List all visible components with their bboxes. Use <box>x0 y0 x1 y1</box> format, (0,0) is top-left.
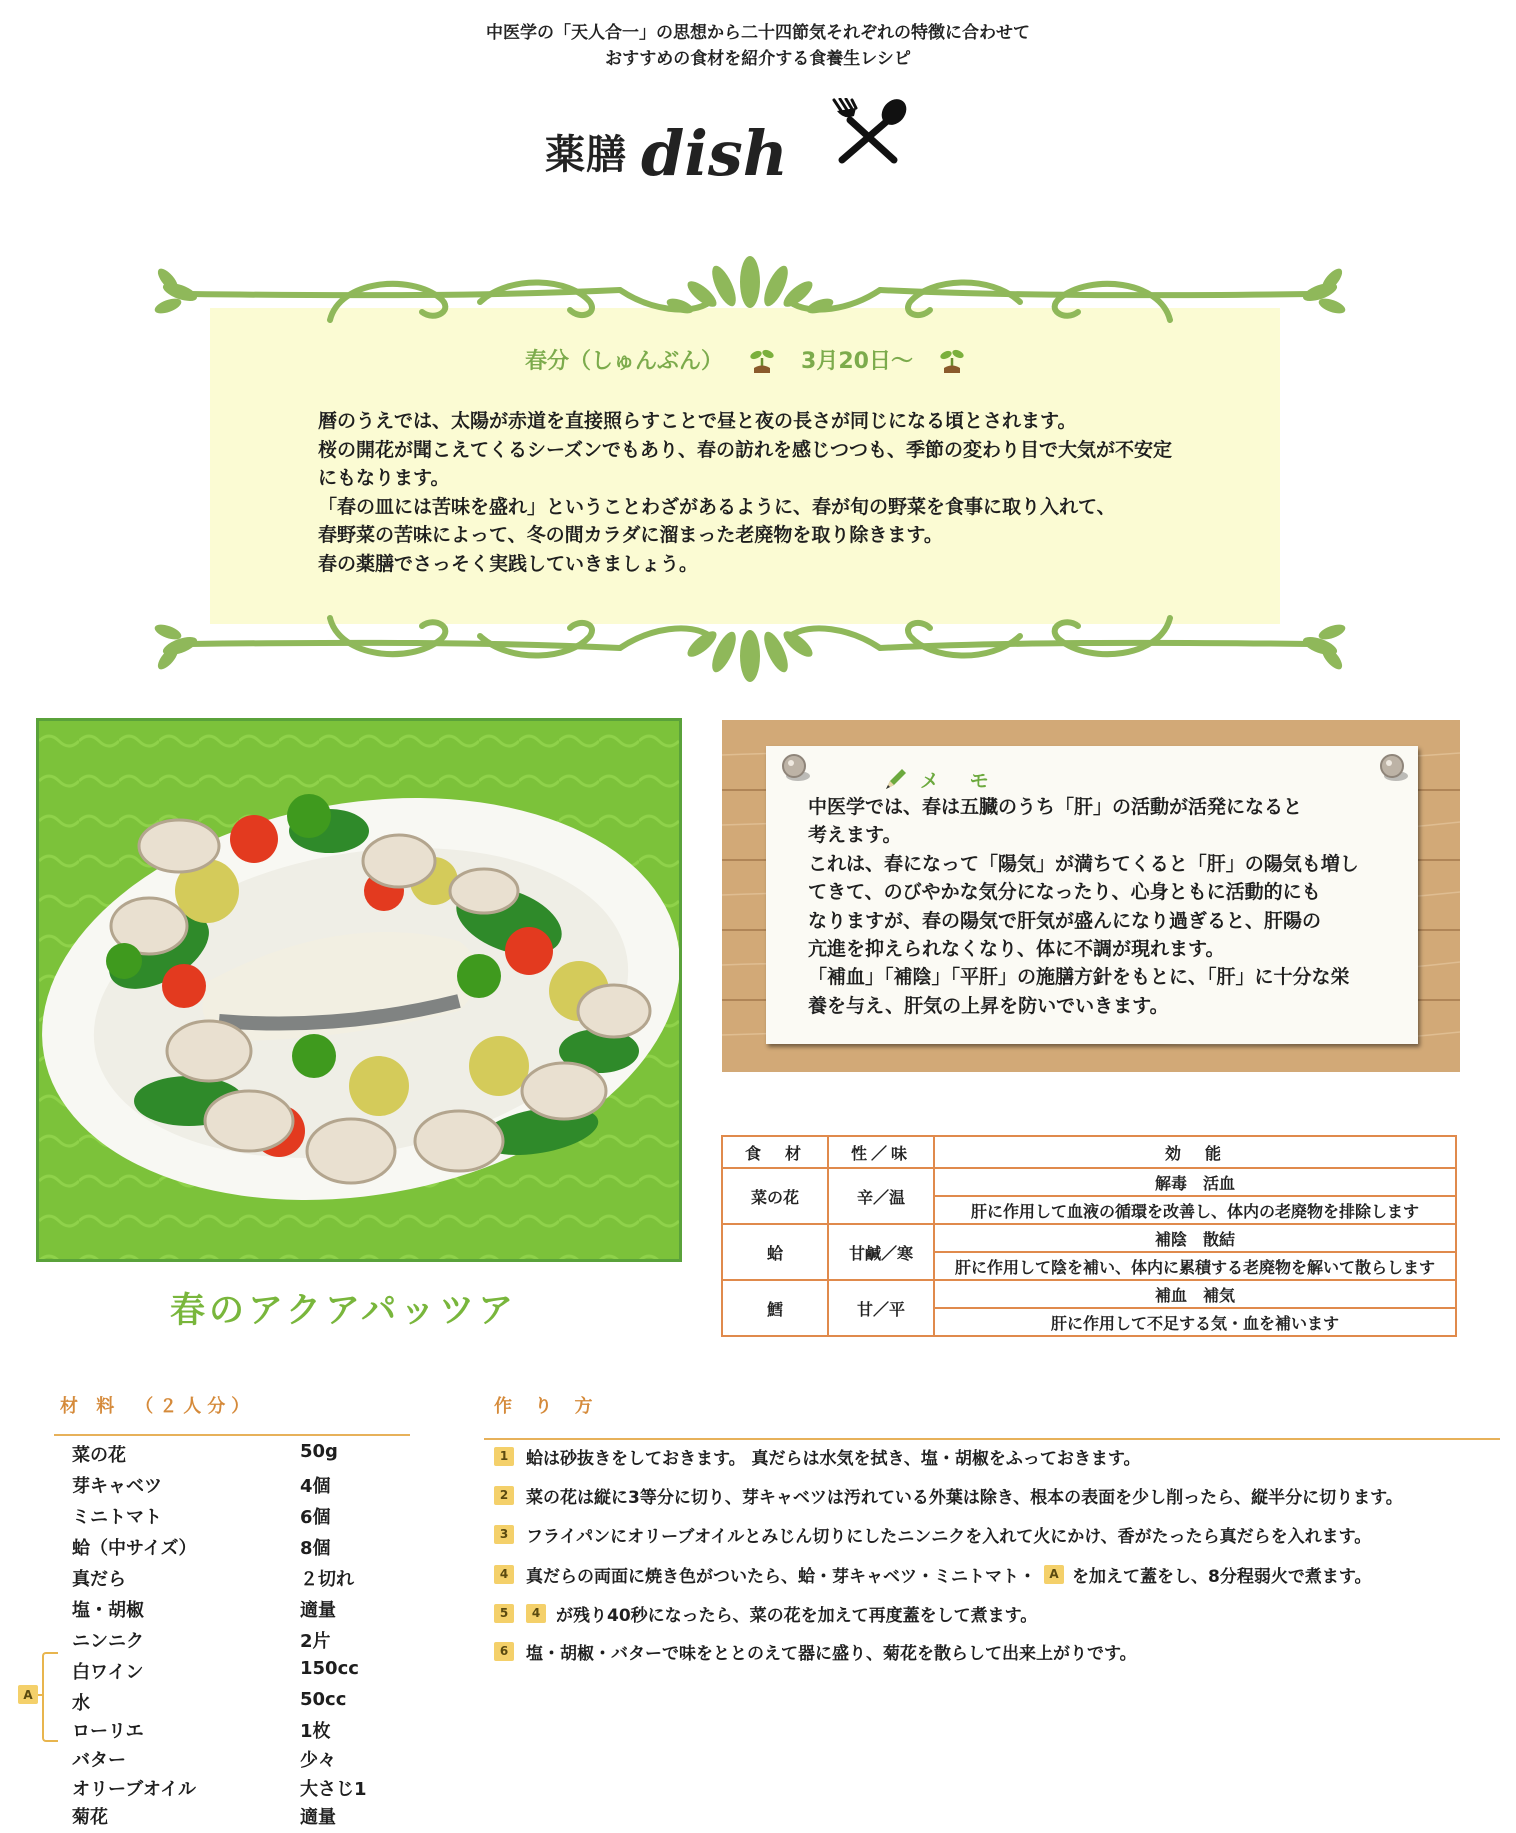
list-item <box>72 1746 392 1776</box>
divider <box>484 1438 1500 1440</box>
ingredient-quantity: 150cc <box>300 1658 359 1679</box>
method-step <box>494 1441 1141 1471</box>
memo-line: 中医学では、春は五臓のうち「肝」の活動が活発になると <box>808 796 1303 818</box>
ingredient-name: 水 <box>72 1693 90 1714</box>
table-row <box>722 1224 1456 1252</box>
memo-line: 考えます。 <box>808 824 902 847</box>
list-item <box>72 1441 392 1471</box>
ingredient-quantity: 大さじ1 <box>300 1779 367 1800</box>
step-text: 菜の花は縦に3等分に切り、芽キャベツは汚れている外葉は除き、根本の表面を少し削ったら、縦半分に切ります。 <box>526 1487 1403 1508</box>
sprout-icon <box>749 346 775 374</box>
list-item <box>72 1534 392 1564</box>
method-heading: 作 り 方 <box>494 1396 601 1417</box>
list-item <box>72 1627 392 1657</box>
table-header: 性／味 <box>828 1136 934 1168</box>
pushpin-icon <box>778 752 814 784</box>
divider <box>54 1434 410 1436</box>
step-text: フライパンにオリーブオイルとみじん切りにしたニンニクを入れて火にかけ、香がたったら真だらを入れます。 <box>526 1526 1372 1547</box>
step-number-badge: 6 <box>494 1642 514 1661</box>
food-name: 鱈 <box>722 1280 828 1336</box>
ingredient-quantity: 50g <box>300 1441 338 1462</box>
dish-name: 春のアクアパッツア <box>170 1291 518 1331</box>
season-paragraph: 「春の皿には苦味を盛れ」ということわざがあるように、春が旬の野菜を食事に取り入れて、 <box>318 495 1116 518</box>
dish-photo <box>36 718 682 1262</box>
table-row <box>722 1280 1456 1308</box>
step-reference-badge: 4 <box>526 1604 546 1623</box>
step-text: 塩・胡椒・バターで味をととのえて器に盛り、菊花を散らして出来上がりです。 <box>526 1643 1137 1664</box>
step-text: を加えて蓋をし、8分程弱火で煮ます。 <box>1072 1566 1372 1587</box>
season-name: 春分（しゅんぶん） <box>525 349 724 374</box>
pencil-icon <box>882 765 910 793</box>
intro-line: 中医学の「天人合一」の思想から二十四節気それぞれの特徴に合わせて <box>486 23 1030 43</box>
vine-ornament <box>150 598 1350 688</box>
effect-title: 補陰 散結 <box>934 1224 1456 1252</box>
method-step <box>494 1519 1371 1549</box>
ingredient-name: ニンニク <box>72 1631 144 1652</box>
season-date: 3月20日～ <box>801 349 913 374</box>
memo-line: なりますが、春の陽気で肝気が盛んになり過ぎると、肝陽の <box>808 909 1322 932</box>
group-a-badge: A <box>1044 1565 1064 1584</box>
memo-title-text: メ モ <box>920 769 1001 792</box>
step-text: 真だらの両面に焼き色がついたら、蛤・芽キャベツ・ミニトマト・ <box>526 1566 1036 1587</box>
method-step <box>494 1559 1371 1589</box>
title-japanese: 薬膳 <box>545 132 627 178</box>
list-item <box>72 1565 392 1595</box>
table-header: 効 能 <box>934 1136 1456 1168</box>
method-step <box>494 1636 1137 1666</box>
ingredient-name: 芽キャベツ <box>72 1476 162 1497</box>
ingredient-name: 蛤（中サイズ） <box>72 1538 197 1559</box>
method-step <box>494 1480 1403 1510</box>
ingredient-name: 真だら <box>72 1569 126 1590</box>
effect-title: 補血 補気 <box>934 1280 1456 1308</box>
step-number-badge: 4 <box>494 1565 514 1584</box>
ingredient-quantity: 適量 <box>300 1807 336 1828</box>
ingredient-quantity: 2片 <box>300 1631 331 1652</box>
season-paragraph: 桜の開花が聞こえてくるシーズンでもあり、春の訪れを感じつつも、季節の変わり目で大気が不安定 <box>318 438 1173 461</box>
season-heading <box>210 344 1280 375</box>
season-paragraph: 春野菜の苦味によって、冬の間カラダに溜まった老廃物を取り除きます。 <box>318 524 943 546</box>
list-item <box>72 1775 392 1805</box>
ingredient-name: ローリエ <box>72 1721 144 1742</box>
ingredient-quantity: 6個 <box>300 1507 331 1528</box>
food-nature: 甘／平 <box>828 1280 934 1336</box>
list-item <box>72 1503 392 1533</box>
group-a-badge: A <box>18 1685 38 1704</box>
list-item <box>72 1803 392 1833</box>
ingredient-name: バター <box>72 1750 126 1771</box>
pushpin-icon <box>1376 752 1412 784</box>
memo-line: 養を与え、肝気の上昇を防いでいきます。 <box>808 994 1169 1017</box>
ingredient-quantity: 4個 <box>300 1476 331 1497</box>
intro-text <box>0 20 1516 72</box>
vine-ornament <box>150 250 1350 340</box>
step-number-badge: 3 <box>494 1525 514 1544</box>
effect-description: 肝に作用して陰を補い、体内に累積する老廃物を解いて散らします <box>934 1252 1456 1280</box>
food-properties-table <box>721 1135 1457 1337</box>
ingredient-quantity: 50cc <box>300 1689 347 1710</box>
season-description <box>318 407 1238 578</box>
ingredient-quantity: 適量 <box>300 1600 336 1621</box>
ingredient-name: 白ワイン <box>72 1662 144 1683</box>
fork-and-spoon-icon <box>828 98 910 164</box>
ingredient-name: ミニトマト <box>72 1507 162 1528</box>
title-english: dish <box>641 117 788 190</box>
ingredient-name: 菊花 <box>72 1807 108 1828</box>
season-paragraph: にもなります。 <box>318 467 450 489</box>
memo-line: これは、春になって「陽気」が満ちてくると「肝」の陽気も増し <box>808 852 1359 875</box>
season-paragraph: 暦のうえでは、太陽が赤道を直接照らすことで昼と夜の長さが同じになる頃とされます。 <box>318 410 1077 432</box>
food-name: 菜の花 <box>722 1168 828 1224</box>
method-step <box>494 1598 1037 1628</box>
memo-line: てきて、のびやかな気分になったり、心身ともに活動的にも <box>808 881 1321 904</box>
food-nature: 辛／温 <box>828 1168 934 1224</box>
list-item <box>72 1596 392 1626</box>
list-item <box>72 1717 392 1747</box>
effect-description: 肝に作用して不足する気・血を補います <box>934 1308 1456 1336</box>
step-text: 蛤は砂抜きをしておきます。 真だらは水気を拭き、塩・胡椒をふっておきます。 <box>526 1448 1141 1469</box>
memo-line: 亢進を抑えられなくなり、体に不調が現れます。 <box>808 938 1225 961</box>
list-item <box>72 1658 392 1688</box>
ingredient-name: 菜の花 <box>72 1445 126 1466</box>
table-header-row <box>722 1136 1456 1168</box>
list-item <box>72 1689 392 1719</box>
step-number-badge: 1 <box>494 1447 514 1466</box>
ingredient-name: オリーブオイル <box>72 1779 197 1800</box>
step-number-badge: 5 <box>494 1604 514 1623</box>
step-text: が残り40秒になったら、菜の花を加えて再度蓋をして煮ます。 <box>556 1605 1038 1626</box>
season-paragraph: 春の薬膳でさっそく実践していきましょう。 <box>318 552 699 575</box>
food-nature: 甘鹹／寒 <box>828 1224 934 1280</box>
ingredient-name: 塩・胡椒 <box>72 1600 144 1621</box>
ingredient-quantity: 少々 <box>300 1750 336 1771</box>
ingredients-heading: 材 料 （２人分） <box>60 1396 256 1417</box>
table-header: 食 材 <box>722 1136 828 1168</box>
memo-line: 「補血」「補陰」「平肝」の施膳方針をもとに、「肝」に十分な栄 <box>808 966 1350 989</box>
intro-line: おすすめの食材を紹介する食養生レシピ <box>605 49 911 69</box>
step-number-badge: 2 <box>494 1486 514 1505</box>
ingredient-quantity: ２切れ <box>300 1569 354 1590</box>
dish-illustration <box>39 721 682 1262</box>
group-bracket <box>42 1652 58 1742</box>
memo-title <box>882 765 1001 793</box>
effect-title: 解毒 活血 <box>934 1168 1456 1196</box>
table-row <box>722 1168 1456 1196</box>
effect-description: 肝に作用して血液の循環を改善し、体内の老廃物を排除します <box>934 1196 1456 1224</box>
sprout-icon <box>939 346 965 374</box>
food-name: 蛤 <box>722 1224 828 1280</box>
page-title <box>545 95 788 190</box>
memo-text <box>808 793 1388 1020</box>
list-item <box>72 1472 392 1502</box>
ingredient-quantity: 8個 <box>300 1538 331 1559</box>
ingredient-quantity: 1枚 <box>300 1721 331 1742</box>
